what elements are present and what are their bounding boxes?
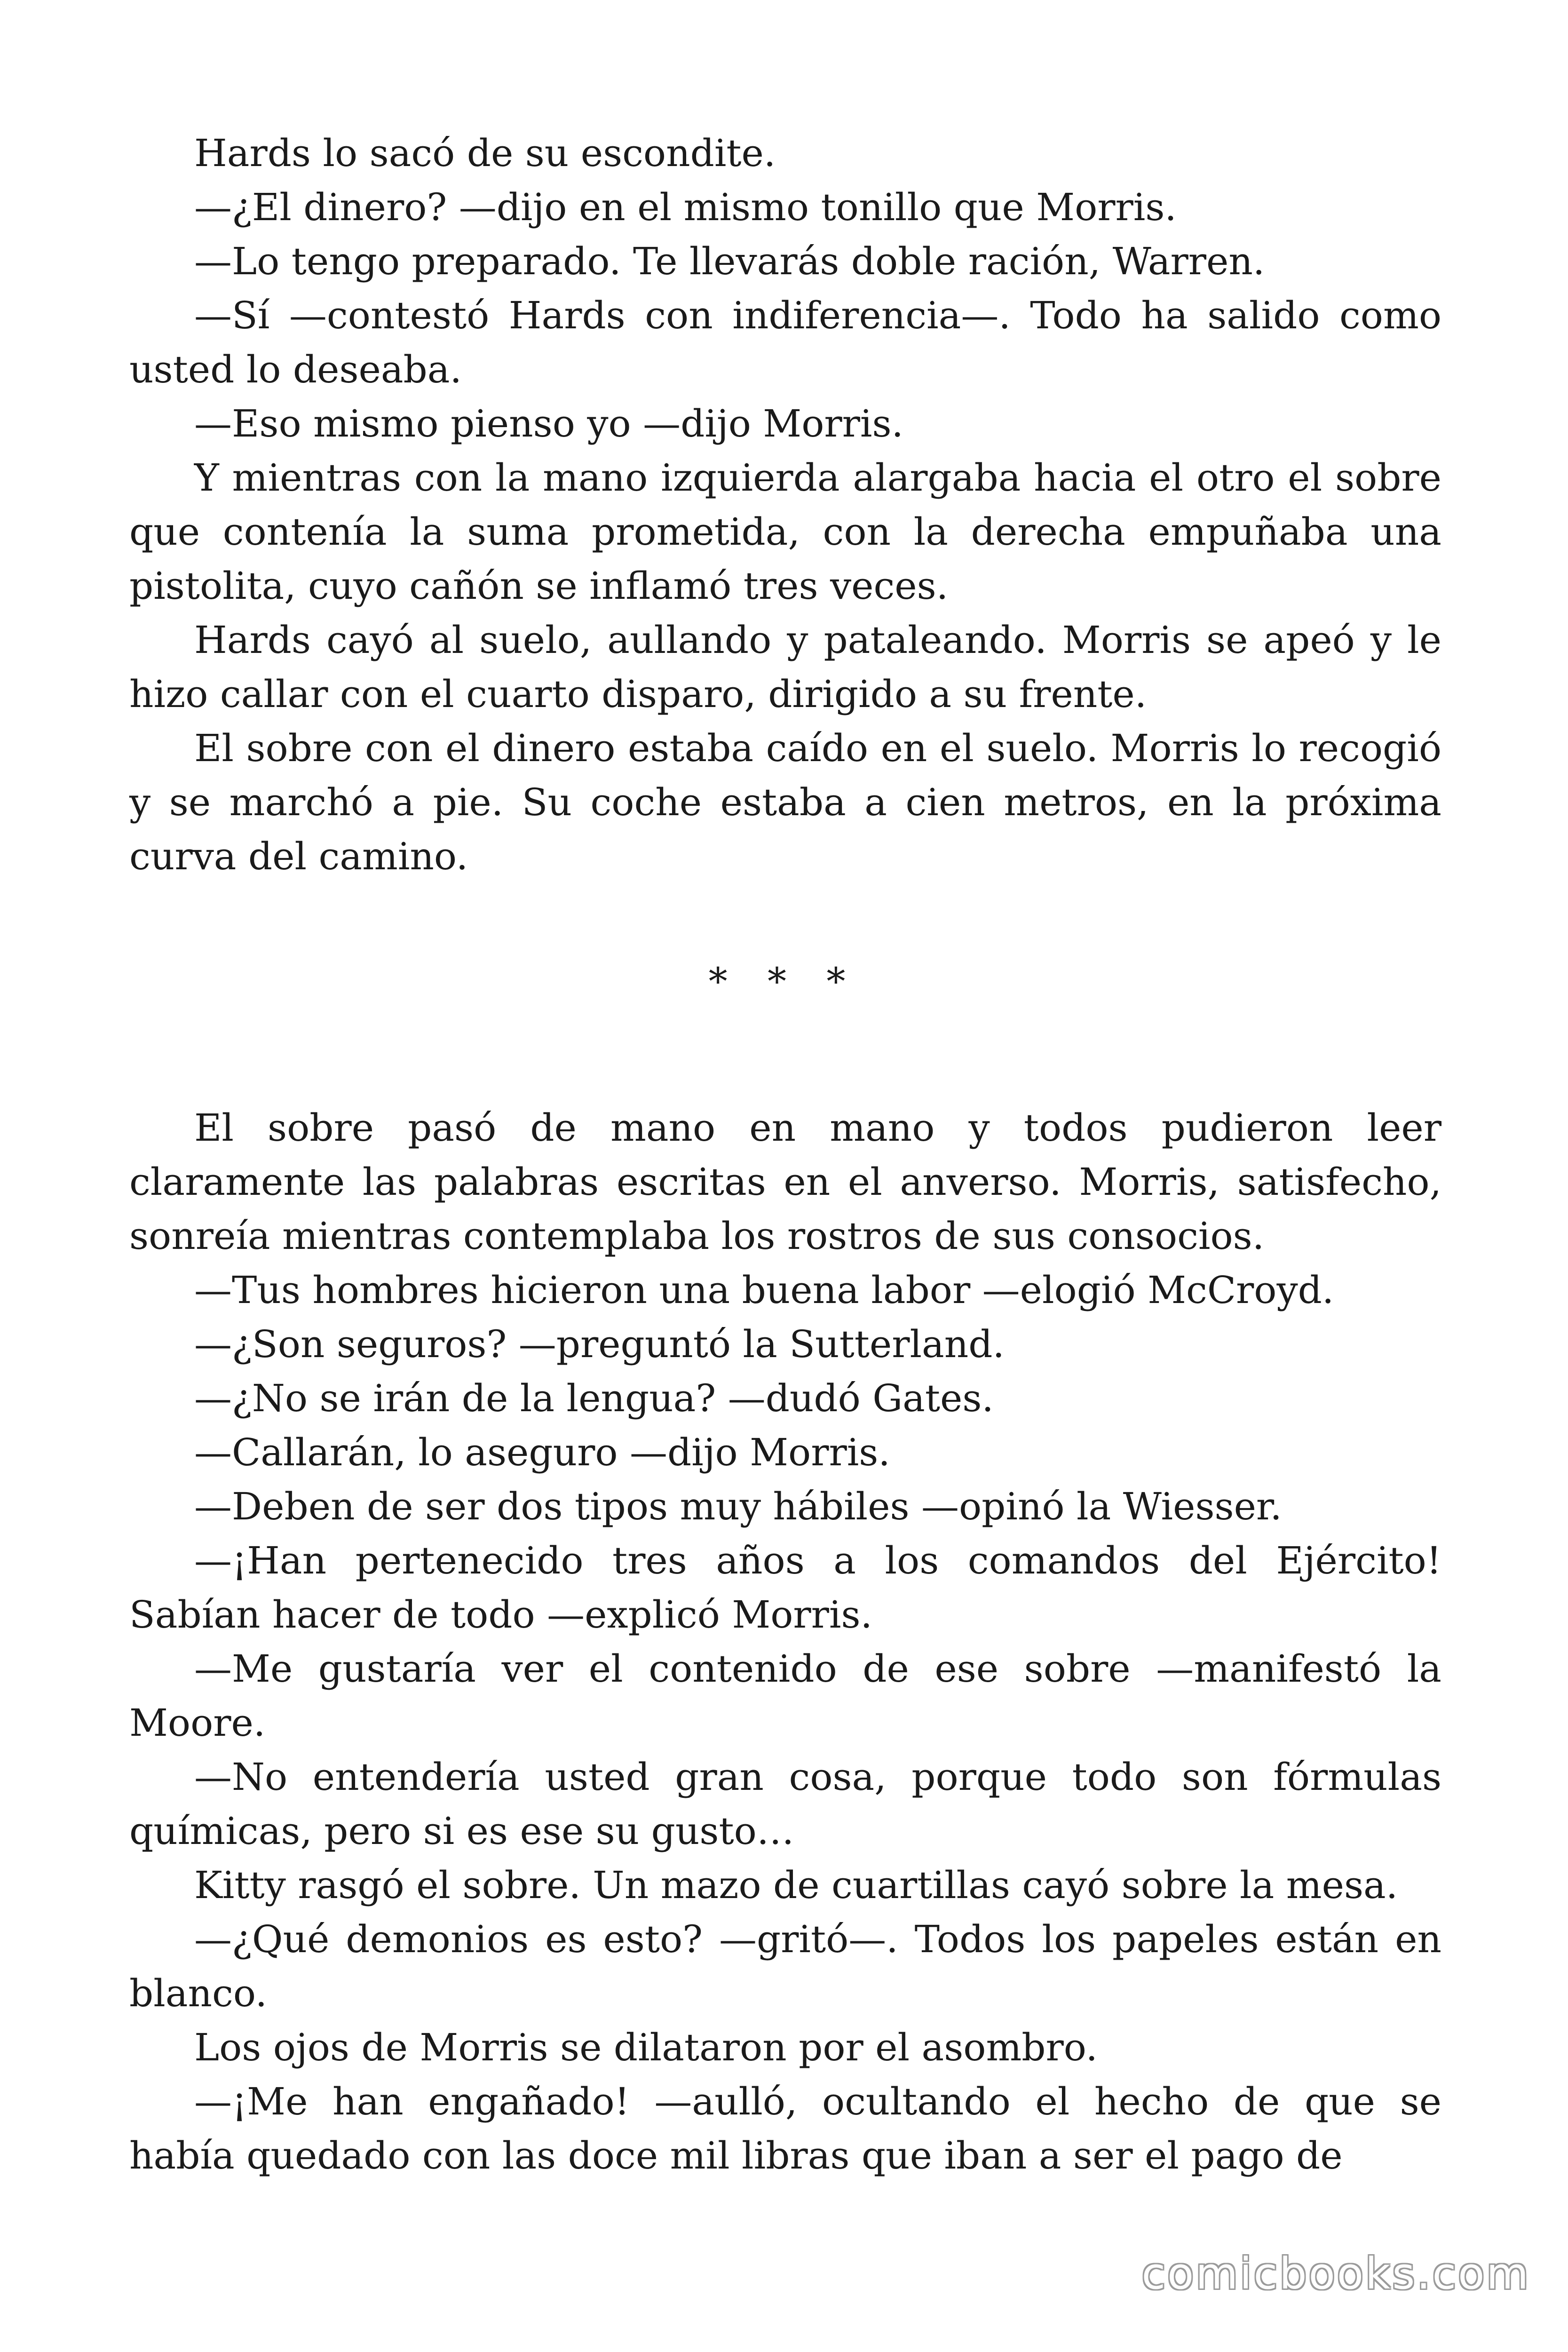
paragraph: Hards lo sacó de su escondite. xyxy=(194,131,776,175)
paragraph: —¡Me han engañado! —aulló, ocultando el hecho de que se había quedado con las doce mil libras que iban a ser el pago de xyxy=(129,2080,1441,2177)
paragraph: El sobre pasó de mano en mano y todos pudieron leer claramente las palabras escritas en el anverso. Morris, satisfecho, sonreía mientras contemplaba los rostros de sus consocios. xyxy=(129,1106,1441,1258)
paragraph: —¡Han pertenecido tres años a los comandos del Ejército! Sabían hacer de todo —explicó Morris. xyxy=(129,1539,1441,1637)
paragraph: —Me gustaría ver el contenido de ese sobre —manifestó la Moore. xyxy=(129,1647,1441,1745)
watermark: comicbooks.com xyxy=(1141,2249,1530,2299)
paragraph: Los ojos de Morris se dilataron por el asombro. xyxy=(194,2026,1098,2069)
paragraph: Hards cayó al suelo, aullando y pataleando. Morris se apeó y le hizo callar con el cuarto disparo, dirigido a su frente. xyxy=(129,618,1441,716)
paragraph: —¿Qué demonios es esto? —gritó—. Todos los papeles están en blanco. xyxy=(129,1917,1441,2015)
text-block-bottom xyxy=(129,1101,1441,2183)
paragraph: —¿Son seguros? —preguntó la Sutterland. xyxy=(194,1322,1005,1366)
paragraph: —Lo tengo preparado. Te llevarás doble ración, Warren. xyxy=(194,239,1265,283)
text-block-top xyxy=(129,126,1441,883)
section-separator: * * * xyxy=(708,960,860,1003)
paragraph: —Sí —contestó Hards con indiferencia—. Todo ha salido como usted lo deseaba. xyxy=(129,294,1441,391)
paragraph: —¿No se irán de la lengua? —dudó Gates. xyxy=(194,1376,994,1420)
paragraph: —Eso mismo pienso yo —dijo Morris. xyxy=(194,402,903,445)
paragraph: —Callarán, lo aseguro —dijo Morris. xyxy=(194,1430,890,1474)
paragraph: —Tus hombres hicieron una buena labor —elogió McCroyd. xyxy=(194,1268,1334,1312)
paragraph: Kitty rasgó el sobre. Un mazo de cuartillas cayó sobre la mesa. xyxy=(194,1863,1398,1907)
paragraph: El sobre con el dinero estaba caído en el suelo. Morris lo recogió y se marchó a pie. Su coche estaba a cien metros, en la próxima curva del camino. xyxy=(129,726,1441,878)
paragraph: —No entendería usted gran cosa, porque todo son fórmulas químicas, pero si es ese su gusto… xyxy=(129,1755,1441,1853)
paragraph: —Deben de ser dos tipos muy hábiles —opinó la Wiesser. xyxy=(194,1485,1282,1528)
paragraph: Y mientras con la mano izquierda alargaba hacia el otro el sobre que contenía la suma prometida, con la derecha empuñaba una pistolita, cuyo cañón se inflamó tres veces. xyxy=(129,456,1441,608)
paragraph: —¿El dinero? —dijo en el mismo tonillo que Morris. xyxy=(194,185,1177,229)
